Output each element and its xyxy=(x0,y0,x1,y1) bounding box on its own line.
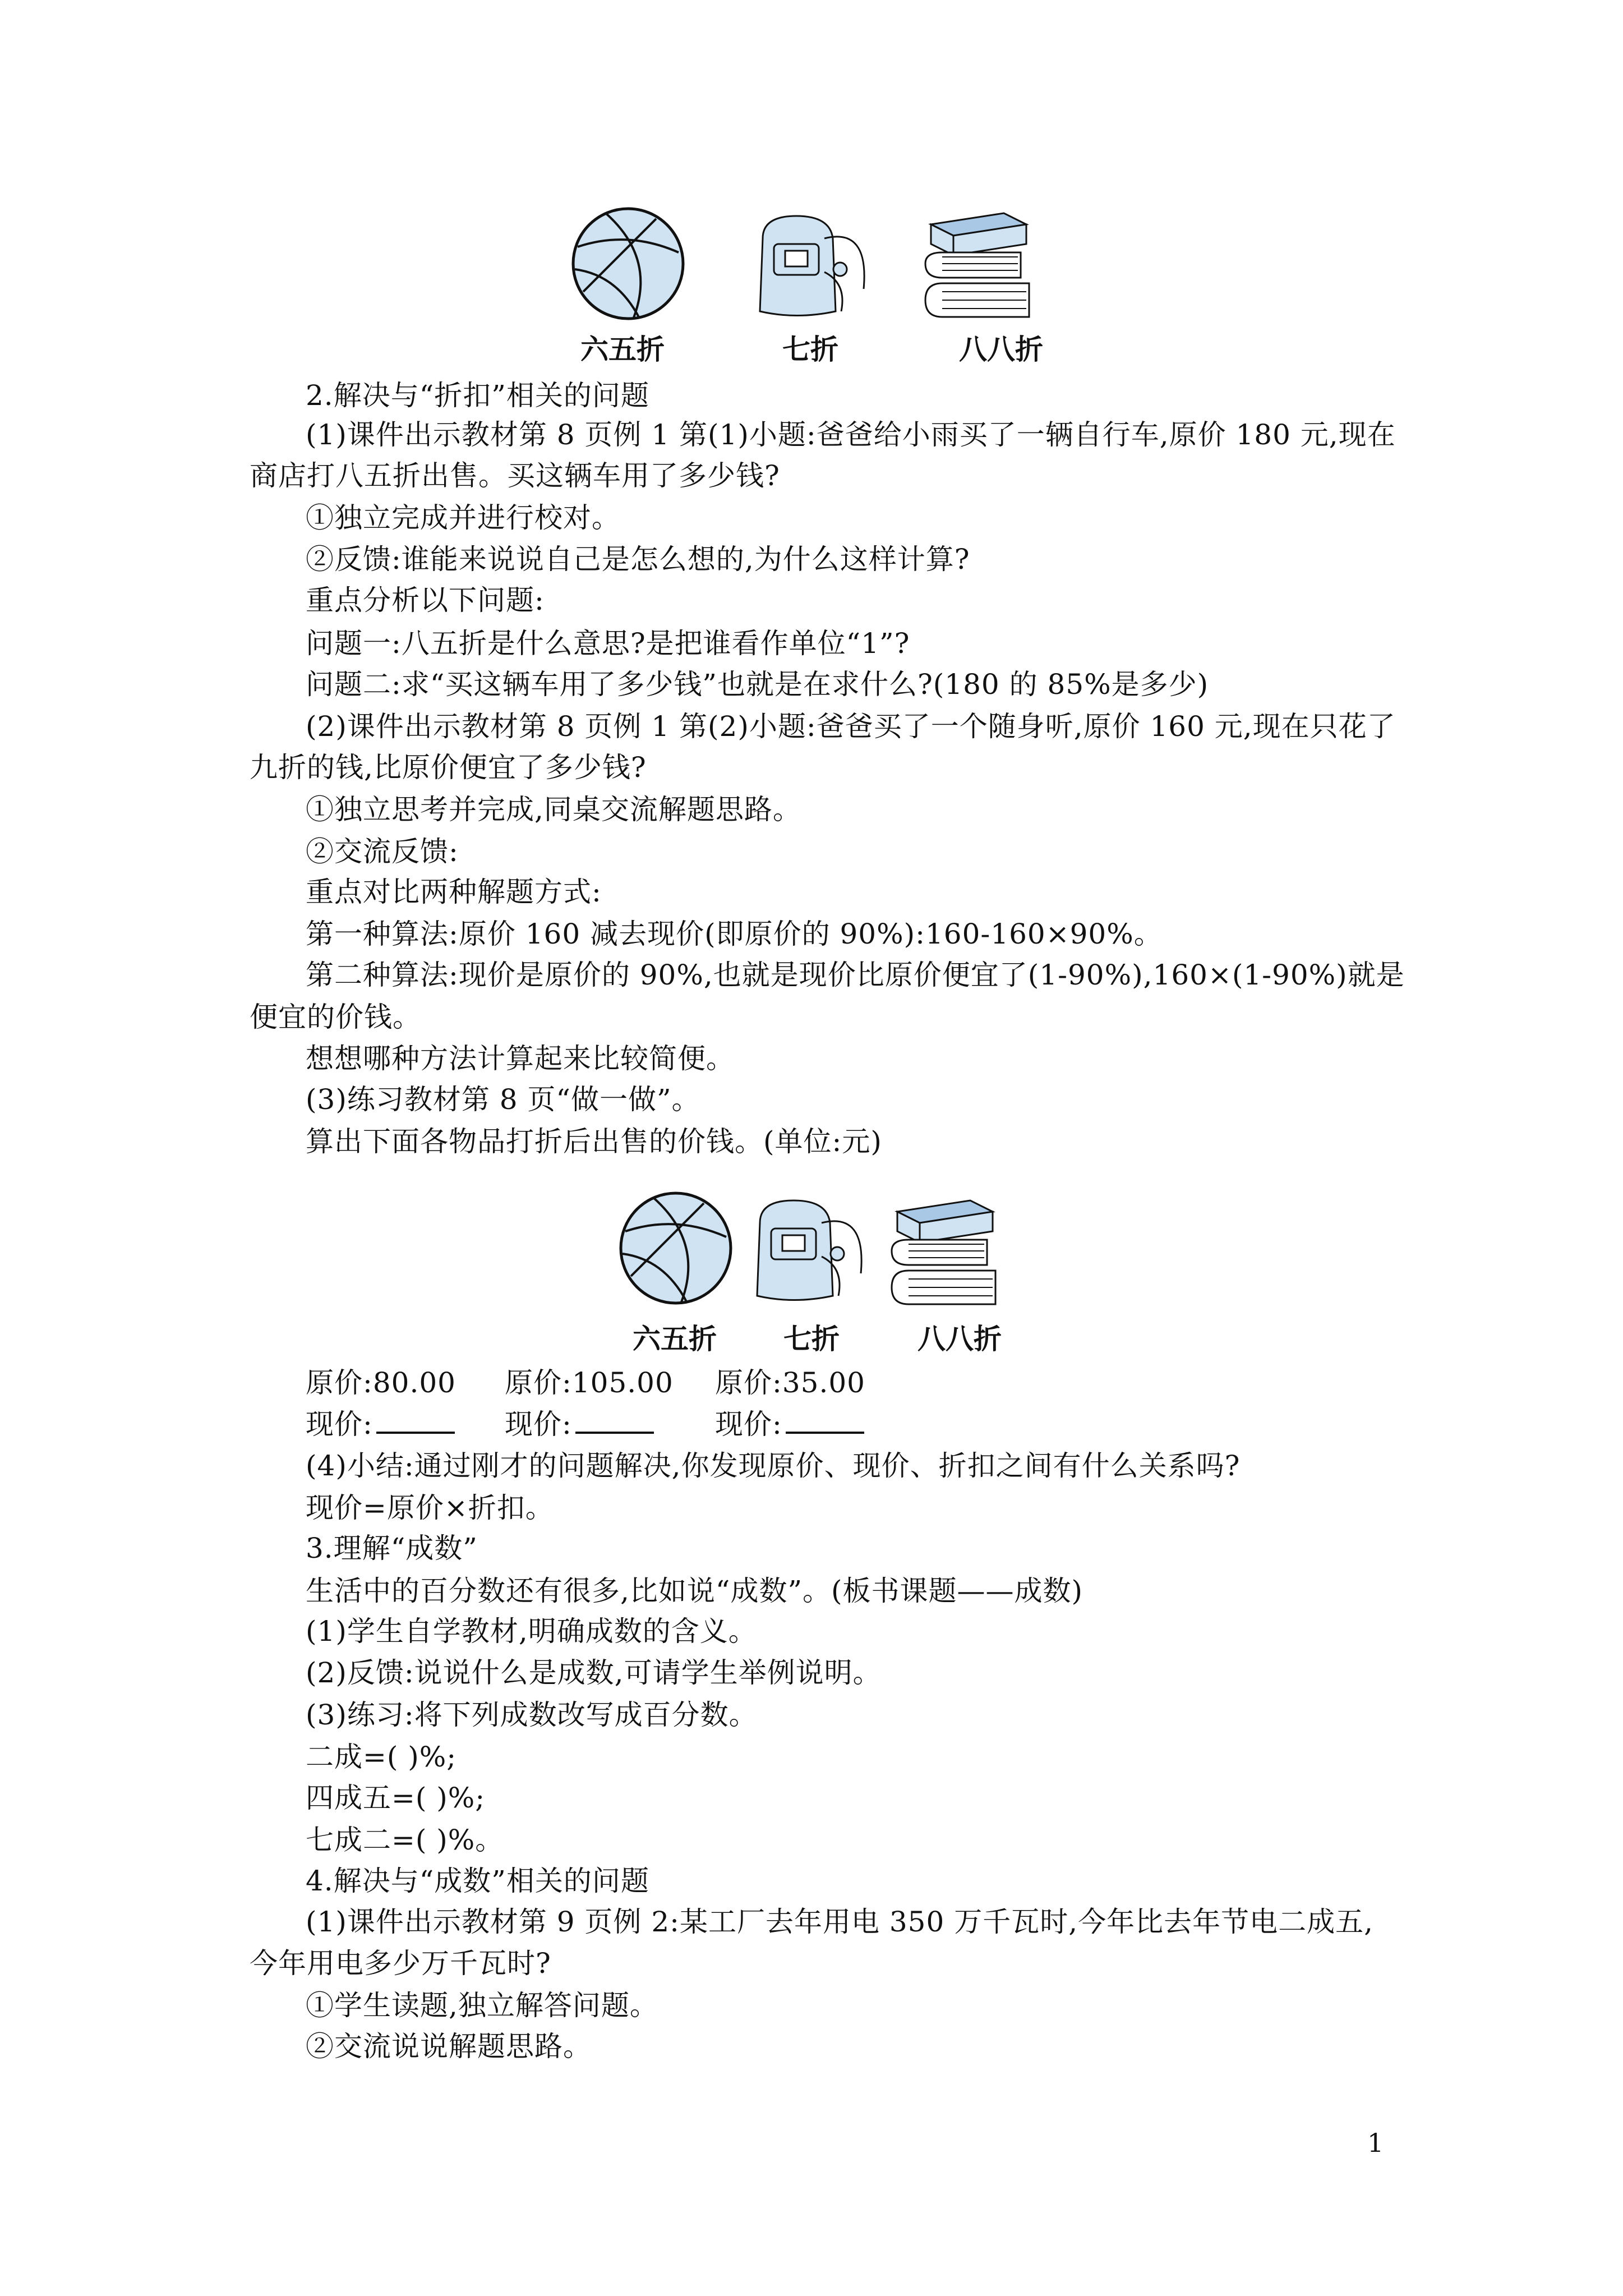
exercise-item: 二成=( )%; xyxy=(306,1741,457,1773)
text-line: (2)反馈:说说什么是成数,可请学生举例说明。 xyxy=(306,1657,882,1689)
text-line: (1)课件出示教材第 8 页例 1 第(1)小题:爸爸给小雨买了一辆自行车,原价 180 元,现在 xyxy=(306,418,1396,451)
text-line: 生活中的百分数还有很多,比如说“成数”。(板书课题——成数) xyxy=(306,1575,1083,1607)
text-line: 商店打八五折出售。买这辆车用了多少钱? xyxy=(250,459,780,492)
text-line: ②交流反馈: xyxy=(306,835,459,868)
section-heading: 2.解决与“折扣”相关的问题 xyxy=(306,379,649,412)
current-price xyxy=(306,1407,455,1441)
books-icon xyxy=(925,213,1029,317)
text-line: (3)练习:将下列成数改写成百分数。 xyxy=(306,1699,758,1731)
text-line: 重点对比两种解题方式: xyxy=(306,876,602,908)
text-line: (3)练习教材第 8 页“做一做”。 xyxy=(306,1083,700,1116)
current-price xyxy=(715,1407,864,1441)
basketball-icon xyxy=(621,1193,731,1303)
original-price: 原价:35.00 xyxy=(715,1366,865,1399)
text-line: ①独立思考并完成,同桌交流解题思路。 xyxy=(306,793,801,826)
text-line: ②反馈:谁能来说说自己是怎么想的,为什么这样计算? xyxy=(306,543,970,576)
text-line: 现价=原价×折扣。 xyxy=(306,1492,554,1524)
current-price-label: 现价: xyxy=(715,1408,782,1441)
text-line: (1)学生自学教材,明确成数的含义。 xyxy=(306,1615,757,1648)
text-line: (1)课件出示教材第 9 页例 2:某工厂去年用电 350 万千瓦时,今年比去年节电二成五, xyxy=(306,1906,1373,1938)
text-line: 重点分析以下问题: xyxy=(306,584,545,616)
text-line: 问题二:求“买这辆车用了多少钱”也就是在求什么?(180 的 85%是多少) xyxy=(306,668,1209,701)
text-line: (2)课件出示教材第 8 页例 1 第(2)小题:爸爸买了一个随身听,原价 160 元,现在只花了 xyxy=(306,710,1396,743)
backpack-icon xyxy=(757,1200,861,1300)
caption-88: 八八折 xyxy=(917,1323,1002,1355)
answer-blank[interactable] xyxy=(575,1407,654,1434)
books-icon xyxy=(892,1200,995,1304)
basketball-icon xyxy=(573,209,683,319)
mid-illustration xyxy=(606,1184,1043,1318)
caption-65: 六五折 xyxy=(633,1323,717,1355)
exercise-item: 四成五=( )%; xyxy=(306,1782,486,1814)
text-line: 今年用电多少万千瓦时? xyxy=(250,1947,551,1980)
current-price-label: 现价: xyxy=(306,1408,373,1441)
text-line: 想想哪种方法计算起来比较简便。 xyxy=(306,1042,735,1075)
section-heading: 4.解决与“成数”相关的问题 xyxy=(306,1865,649,1897)
section-heading: 3.理解“成数” xyxy=(306,1532,478,1565)
answer-blank[interactable] xyxy=(786,1407,864,1434)
caption-70: 七折 xyxy=(782,333,838,366)
text-line: 九折的钱,比原价便宜了多少钱? xyxy=(250,751,647,784)
top-illustration xyxy=(555,196,1105,348)
text-line: 算出下面各物品打折后出售的价钱。(单位:元) xyxy=(306,1125,882,1158)
answer-blank[interactable] xyxy=(376,1407,455,1434)
caption-88: 八八折 xyxy=(959,333,1043,366)
current-price-label: 现价: xyxy=(505,1408,572,1441)
page-number: 1 xyxy=(1367,2128,1384,2158)
original-price: 原价:80.00 xyxy=(306,1366,456,1399)
exercise-item: 七成二=( )%。 xyxy=(306,1824,504,1856)
backpack-icon xyxy=(760,216,864,316)
text-line: ①独立完成并进行校对。 xyxy=(306,501,620,534)
text-line: 便宜的价钱。 xyxy=(250,1001,421,1033)
text-line: ②交流说说解题思路。 xyxy=(306,2030,592,2063)
text-line: 第一种算法:原价 160 减去现价(即原价的 90%):160-160×90%。 xyxy=(306,918,1163,950)
text-line: ①学生读题,独立解答问题。 xyxy=(306,1989,658,2022)
caption-65: 六五折 xyxy=(580,333,665,366)
text-line: (4)小结:通过刚才的问题解决,你发现原价、现价、折扣之间有什么关系吗? xyxy=(306,1450,1241,1482)
original-price: 原价:105.00 xyxy=(505,1366,674,1399)
current-price xyxy=(505,1407,654,1441)
text-line: 问题一:八五折是什么意思?是把谁看作单位“1”? xyxy=(306,627,910,660)
caption-70: 七折 xyxy=(783,1323,840,1355)
text-line: 第二种算法:现价是原价的 90%,也就是现价比原价便宜了(1-90%),160×(1-90%)就是 xyxy=(306,959,1405,991)
